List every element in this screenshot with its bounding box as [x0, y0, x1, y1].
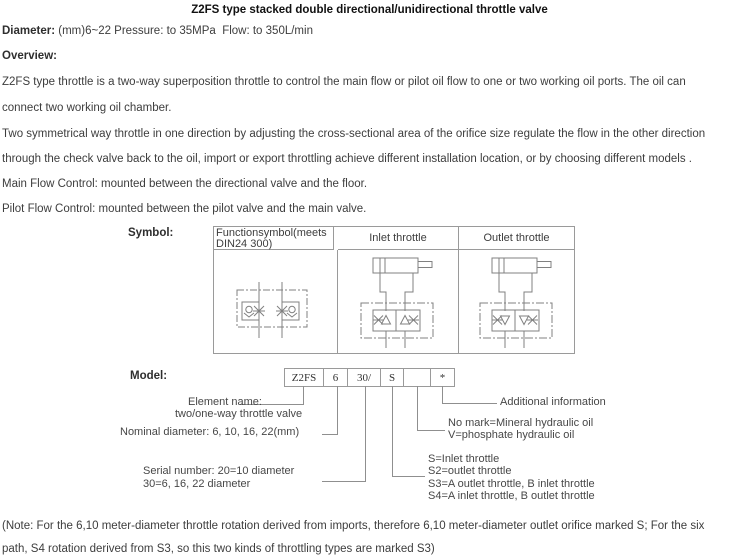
spec-line — [2, 24, 313, 38]
symbol-col-header-inlet: Inlet throttle — [338, 227, 459, 250]
outlet-throttle-drawing — [459, 250, 574, 353]
label-additional-info: Additional information — [500, 396, 606, 408]
label-element-name: Element name: — [188, 396, 262, 408]
model-cell-serial: 30/ — [348, 369, 381, 386]
connector-line — [365, 386, 366, 482]
model-heading: Model: — [130, 370, 168, 382]
note-line: path, S4 rotation derived from S3, so this two kinds of throttling types are marked S3) — [2, 543, 435, 555]
label-nominal-diameter: Nominal diameter: 6, 10, 16, 22(mm) — [120, 426, 300, 438]
connector-line — [303, 386, 304, 405]
overview-line: Z2FS type throttle is a two-way superposition throttle to control the main flow or pilot oil flow to one or two working oil ports. The oil can — [2, 76, 686, 88]
connector-line — [442, 386, 443, 404]
overview-line: connect two working oil chamber. — [2, 102, 172, 114]
overview-line: Pilot Flow Control: mounted between the pilot valve and the main valve. — [2, 203, 367, 215]
model-code-table — [284, 368, 455, 387]
label-serial-number: Serial number: 20=10 diameter — [143, 465, 295, 477]
symbol-table — [213, 226, 575, 354]
inlet-throttle-cell — [338, 250, 459, 353]
inlet-throttle-drawing — [338, 250, 458, 353]
label-serial-number-2: 30=6, 16, 22 diameter — [143, 478, 251, 490]
overview-line: Two symmetrical way throttle in one direction by adjusting the cross-sectional area of the orifice size regulate the flow in the other direction — [2, 128, 706, 140]
label-throttle-type-s3: S3=A outlet throttle, B inlet throttle — [428, 478, 595, 490]
spec-value: (mm)6~22 Pressure: to 35MPa Flow: to 350L/min — [55, 25, 313, 37]
connector-line — [417, 430, 445, 431]
connector-line — [442, 403, 497, 404]
label-oil-type-1: No mark=Mineral hydraulic oil — [448, 417, 594, 429]
model-cell-series: Z2FS — [285, 369, 324, 386]
overview-line: through the check valve back to the oil, import or export throttling achieve different installation location, or by choosing different models . — [2, 153, 692, 165]
label-element-name-2: two/one-way throttle valve — [175, 408, 303, 420]
function-symbol-drawing — [214, 250, 338, 353]
symbol-heading: Symbol: — [128, 227, 174, 239]
connector-line — [392, 476, 425, 477]
overview-line: Main Flow Control: mounted between the directional valve and the floor. — [2, 178, 368, 190]
label-throttle-type-s2: S2=outlet throttle — [428, 465, 512, 477]
overview-heading: Overview: — [2, 50, 57, 62]
symbol-col-header-function: Functionsymbol(meets DIN24 300) — [214, 227, 334, 250]
note-line: (Note: For the 6,10 meter-diameter throttle rotation derived from imports, therefore 6,10 meter-diameter outlet orifice marked S; For the six — [2, 520, 705, 532]
spec-label: Diameter: — [2, 25, 56, 37]
label-throttle-type-s: S=Inlet throttle — [428, 453, 500, 465]
connector-line — [392, 386, 393, 477]
model-cell-extra: * — [439, 371, 446, 384]
model-cell-diameter: 6 — [324, 369, 348, 386]
outlet-throttle-cell — [459, 250, 574, 353]
page-title: Z2FS type stacked double directional/unidirectional throttle valve — [191, 4, 548, 16]
model-cell-throttle: S — [381, 369, 404, 386]
connector-line — [337, 386, 338, 435]
label-oil-type-2: V=phosphate hydraulic oil — [448, 429, 575, 441]
model-cell-oil — [404, 369, 431, 386]
connector-line — [322, 434, 338, 435]
connector-line — [322, 481, 366, 482]
connector-line — [417, 386, 418, 431]
function-symbol-cell — [214, 250, 338, 353]
label-throttle-type-s4: S4=A inlet throttle, B outlet throttle — [428, 490, 595, 502]
symbol-col-header-outlet: Outlet throttle — [459, 227, 574, 250]
